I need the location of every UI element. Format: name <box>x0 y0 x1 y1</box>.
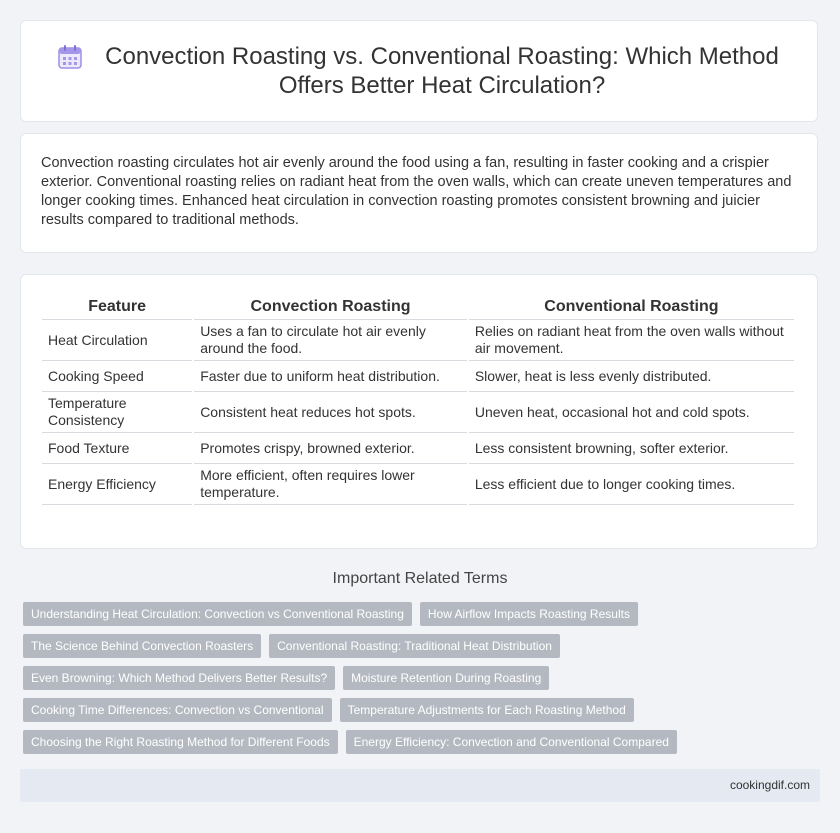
table-cell: Cooking Speed <box>42 361 192 392</box>
table-cell: Heat Circulation <box>42 320 192 361</box>
related-term-tag[interactable]: Cooking Time Differences: Convection vs Conventional <box>23 698 332 722</box>
header-conventional: Conventional Roasting <box>469 293 794 320</box>
related-term-tag[interactable]: Temperature Adjustments for Each Roasting Method <box>340 698 634 722</box>
table-cell: Relies on radiant heat from the oven walls without air movement. <box>469 320 794 361</box>
tag-row <box>23 666 823 690</box>
comparison-table-card <box>20 274 818 549</box>
table-cell: Energy Efficiency <box>42 464 192 505</box>
calendar-icon <box>56 43 84 71</box>
header-card <box>20 20 818 122</box>
related-terms-title: Important Related Terms <box>332 570 508 587</box>
table-cell: Temperature Consistency <box>42 392 192 433</box>
table-row <box>42 392 794 433</box>
intro-card <box>20 133 818 253</box>
table-row <box>42 320 794 361</box>
table-cell: Uneven heat, occasional hot and cold spots. <box>469 392 794 433</box>
tag-row <box>23 634 823 658</box>
table-cell: Less efficient due to longer cooking times. <box>469 464 794 505</box>
related-term-tag[interactable]: Conventional Roasting: Traditional Heat Distribution <box>269 634 560 658</box>
related-term-tag[interactable]: The Science Behind Convection Roasters <box>23 634 261 658</box>
table-cell: Faster due to uniform heat distribution. <box>194 361 467 392</box>
related-term-tag[interactable]: Energy Efficiency: Convection and Conventional Compared <box>346 730 677 754</box>
table-row <box>42 361 794 392</box>
table-cell: Promotes crispy, browned exterior. <box>194 433 467 464</box>
related-term-tag[interactable]: Choosing the Right Roasting Method for Different Foods <box>23 730 338 754</box>
table-cell: Slower, heat is less evenly distributed. <box>469 361 794 392</box>
related-terms-list <box>23 602 823 762</box>
tag-row <box>23 698 823 722</box>
tag-row <box>23 730 823 754</box>
header-convection: Convection Roasting <box>194 293 467 320</box>
footer <box>20 769 820 802</box>
comparison-table <box>40 293 796 505</box>
page-title: Convection Roasting vs. Conventional Roasting: Which Method Offers Better Heat Circulation? <box>105 43 779 99</box>
table-row <box>42 464 794 505</box>
related-term-tag[interactable]: Understanding Heat Circulation: Convection vs Conventional Roasting <box>23 602 412 626</box>
footer-site[interactable]: cookingdif.com <box>729 778 810 792</box>
table-cell: Uses a fan to circulate hot air evenly around the food. <box>194 320 467 361</box>
related-term-tag[interactable]: Moisture Retention During Roasting <box>343 666 549 690</box>
table-cell: Consistent heat reduces hot spots. <box>194 392 467 433</box>
tag-row <box>23 602 823 626</box>
table-cell: Food Texture <box>42 433 192 464</box>
table-cell: Less consistent browning, softer exterior. <box>469 433 794 464</box>
table-cell: More efficient, often requires lower temperature. <box>194 464 467 505</box>
header-feature: Feature <box>42 293 192 320</box>
related-term-tag[interactable]: Even Browning: Which Method Delivers Better Results? <box>23 666 335 690</box>
table-row <box>42 433 794 464</box>
related-term-tag[interactable]: How Airflow Impacts Roasting Results <box>420 602 638 626</box>
intro-text: Convection roasting circulates hot air evenly around the food using a fan, resulting in faster cooking and a crispier exterior. Conventional roasting relies on radiant heat from the oven walls, which can create uneven temperatures and longer cooking times. Enhanced heat circulation in convection roasting promotes consistent browning and juicier results compared to traditional methods. <box>41 155 792 228</box>
table-header-row <box>42 293 794 320</box>
header-inner <box>56 42 782 100</box>
